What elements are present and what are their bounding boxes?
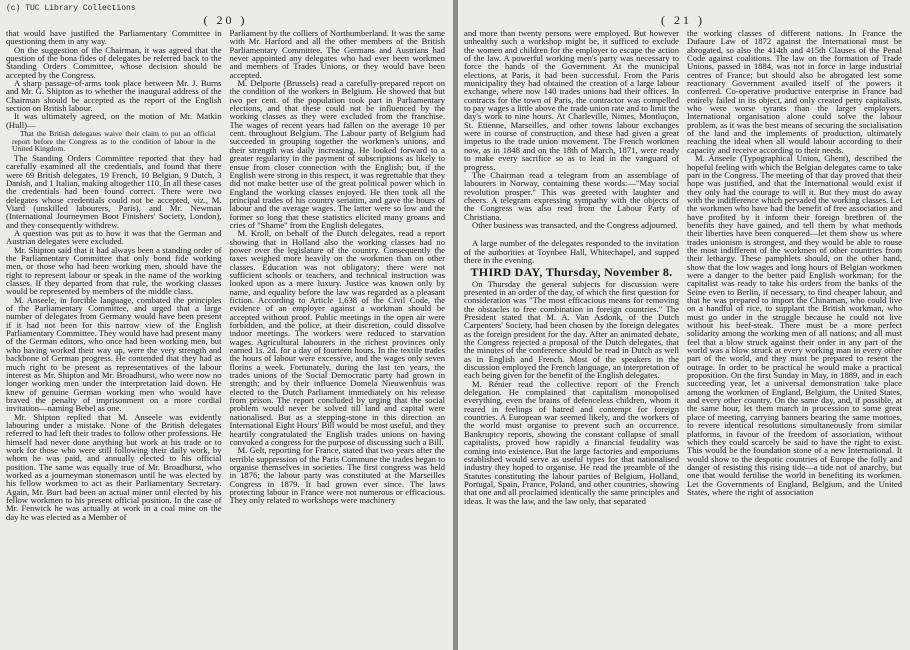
paragraph: Mr. Shipton said that it had always been a standing order of the Parliamentary Committee that only bond fide working men, or those who had been working men, should have the right to represent labour or speak in the name of the working classes. If they departed from that rule, the working classes would be represented by members of the middle class. — [6, 244, 222, 297]
paragraph: and more than twenty persons were employed. But however unhealthy such a workshop might be, it sufficed to exclude the women and children for the employer to escape the action of the law. A powerful working men's party was necessary to force the hands of the Government. At the municipal elections, at Paris, it had been successful. From the Paris municipality they had obtained the creation of a large labour exchange, where now 140 trades unions had their offices. In contracts for the town of Paris, the contractor was compelled to pay wages a little above the trade union rate and to limit the day's work to nine hours. At Charleville, Nimes, Montluçon, St. Etienne, Marseilles, and other towns labour exchanges were in course of construction, and these had given a great impetus to the trade union movement. The French workmen now, as in 1848 and on the 18th of March, 1871, were ready to make every sacrifice so as to lead in the vanguard of progress. — [464, 29, 679, 172]
paragraph: M. Anseele, in forcible language, combated the principles of the Parliamentary Committee, and urged that a large number of delegates from Germany would have been present if it had not been for this narrow view of the English Parliamentary Committee. They would have had present many of the German editors, who once had been working men, but who having worked their way up, were the very strength and backbone of German progress. He contended that they had as much right to be present as representatives of the labour interest as Mr. Shipton and Mr. Broadhurst, who were now no longer working men under the interpretation laid down. He knew of genuine German working men who would have braved the penalty of imprisonment on a more cordial invitation—naming Bebel as one. — [6, 294, 222, 414]
left-page-columns — [6, 29, 445, 649]
left-column-1 — [6, 29, 222, 649]
paragraph: M. Gelt, reporting for France, stated that two years after the terrible suppression of the Paris Commune the trades began to organise themselves in societies. The first congress was held in 1876; the labour party was constituted at the Marseilles Congress in 1879. It had grown ever since. The laws protecting labour in France were not numerous or efficacious. They only related to workshops were machinery — [229, 445, 445, 506]
paragraph: A large number of the delegates responded to the invitation of the authorities at Toynbee Hall, Whitechapel, and supped there in the evening. — [464, 238, 679, 265]
paragraph: On the suggestion of the Chairman, it was agreed that the question of the bona fides of delegates be referred back to the Standing Orders Committee, whose decision should be accepted by the Congress. — [6, 44, 222, 80]
paragraph: M. Rénier read the collective report of the French delegation. He complained that capitalism monopolised everything, even the brains of defenceless children, whom it reared in feelings of hatred and contempt for foreign countries. A European war seemed likely, and the workers of the world must organise to prevent such an occurrence. Bankruptcy reports, showing the constant collapse of small capitalists, proved how rapidly a financial feudality was coming into existence. But the large factories and emporiums established would serve as useful types for that nationalised industry they hoped to organise. He read the preamble of the Statutes constituting the labour parties of Belgium, Holland, Portugal, Spain, France, Poland, and other countries, showing that one and all proclaimed identically the same principles and ideas. It was the law, and the law only, that separated — [464, 378, 679, 506]
section-heading-third-day: THIRD DAY, Thursday, November 8. — [470, 265, 673, 280]
left-column-2 — [230, 29, 446, 649]
paragraph: M. Anseele (Typographical Union, Ghent), described the hopeful feeling with which the Belgian delegates came to take part in the Congress. The meeting of that day proved that their hope was justified, and that the International would exist if they only had the courage to will it. But they must do away with the indifference which pervaded the working classes. Let the workmen who have had the benefit of free association and have profited by it inform their foreign brethren of the benefits they have gained, and tell them by what methods their liberties have been conquered—let them show us where trades unionism is strongest, and they would be able to rouse the most indifferent of the workmen of other countries from their lethargy. These pamphlets should, on the other hand, show that the low wages and long hours of Belgian workmen were a danger to the better paid English workman; for the capitalist was ready to take his orders from the banks of the Seine even to Berlin, if necessary, to find cheaper labour, and that he was prepared to import the Chinaman, who could live on a handful of rice, to supplant the British workman, who must go under in the struggle because he could not live without his beef-steak. There must be a more perfect solidarity among the working men of all nations; and all must feel that a blow struck against their order in any part of the world was a blow struck at every working man in every other part of the world, and they must be prepared to resent the outrage. In order to be practical he would make a practical proposition. On the first Sunday in May, in 1889, and in each succeeding year, let a universal demonstration take place among the workmen of England, Belgium, the United States, and every other country. On the same day, and, if possible, at the same hour, let them march in procession to some great place of meeting, carrying banners bearing the same mottoes, to revere identical resolutions simultaneously from similar platforms, in favour of the freedom of association, without which they could scarcely be said to have the right to exist. This would be the foundation stone of a new International. It would show to the despotic countries of Europe the folly and danger of resisting this rising tide—a tide not of anarchy, but one that would fertilise the world in benefiting its workmen. Let the Governments of England, Belgium, and the United States, where the right of association — [687, 153, 902, 497]
right-page-number: ( 21 ) — [661, 13, 705, 27]
paragraph: M. Kroll, on behalf of the Dutch delegates, read a report showing that in Holland also the working classes had no power over the legislature of the country. Consequently the taxes weighed more heavily on the workmen than on other classes. Education was not obligatory; there were not sufficient schools or teachers, and technical instruction was looked upon as a mere luxury. Justice was known only by name, and equality before the law was regarded as a pleasant fiction. According to Article 1,638 of the Civil Code, the evidence of an employer against a workman should be accepted without proof. Public meetings in the open air were forbidden, and the police, at their discretion, could dissolve indoor meetings. The workers were reduced to starvation wages. Agricultural labourers in the richest provinces only earned 1s. 2d. for a day of fourteen hours. In the textile trades the hours of labour were excessive, and the wages only seven florins a week. Fortunately, during the last ten years, the trades unions of the Social Democratic party had grown in strength; and by their influence Domela Nieuwenhuis was elected to the Dutch Parliament immediately on his release from prison. The report concluded by urging that the social problem would never be solved till land and capital were nationalised. But as a stepping-stone in this direction an International Eight Hours' Bill would be most useful, and they heartily congratulated the English trades unions on having convoked a congress for the purpose of discussing such a Bill. — [229, 228, 445, 447]
paragraph: Parliament by the colliers of Northumberland. It was the same with Mr. Harford and all the other members of the British Parliamentary Committee. The Germans and Austrians had never appointed any delegates who had ever been workmen and members of Trades Unions, or they would have been accepted. — [229, 29, 445, 80]
paragraph: that would have justified the Parliamentary Committee in questioning them in any way. — [6, 29, 222, 47]
left-page — [0, 0, 453, 650]
library-watermark: (c) TUC Library Collections — [6, 4, 136, 13]
left-page-number: ( 20 ) — [203, 13, 248, 27]
paragraph: Mr. Shipton replied that M. Anseele was evidently labouring under a mistake. None of the British delegates referred to had left their trades to follow other professions. He himself had never done anything but work at his trade or to work for those who were still following their daily work, by whom he was paid, and annually elected to his official position. The same was equally true of Mr. Broadhurst, who worked as a journeyman stonemason until he was elected by his fellow workmen to act as their Parliamentary Secretary. Again, Mr. Burt had been an actual miner until elected by his fellow workmen to his present official position. In the case of Mr. Fenwick he was actually at work in a coal mine on the day he was elected as a Member of — [6, 411, 222, 522]
right-page — [458, 0, 910, 650]
right-column-2 — [687, 29, 902, 649]
paragraph: the working classes of different nations. In France the Dufaure Law of 1872 against the International must be abrogated, so also the 414th and 415th Clauses of the Penal Code against coalitions. The law on the formation of Trade Unions, passed in 1884, was not in force in large industrial centres of France; but should also be abrogated lest some reactionary Government availed itself of the powers it conferred. Co-operative productive enterprise in France had entirely failed in its object, and only created petty capitalists, who were worse tyrants than the larger employers. International organisation alone could solve the labour problem, as it was the best means of securing the socialisation of the land and the implements of production, ultimately reaching the ideal when all would labour according to their capacity and receive according to their needs. — [687, 29, 902, 155]
paragraph: It was ultimately agreed, on the motion of Mr. Matkin (Hull)— — [6, 111, 222, 130]
right-column-1 — [464, 29, 679, 649]
right-page-columns — [464, 29, 902, 649]
paragraph: The Chairman read a telegram from an assemblage of labourers in Norway, containing these words:—"May social revolution prosper." This was greeted with laughter and cheers. A telegram expressing sympathy with the objects of the Congress was also read from the Labour Party of Christiana. — [464, 169, 679, 222]
paragraph: A sharp passage-of-arms took place between Mr. J. Burns and Mr. G. Shipton as to whether the inaugural address of the Chairman should be accepted as the report of the English section on British labour. — [6, 78, 222, 114]
paragraph: A question was put as to how it was that the German and Austrian delegates were excluded. — [6, 228, 222, 247]
paragraph: The Standing Orders Committee reported that they had carefully examined all the credentials, and found that there were 69 British delegates, 19 French, 10 Belgian, 9 Dutch, 3 Danish, and 1 Italian, making altogether 110. In all these cases the credentials had been found correct. There were two delegates whose credentials could not be accepted, viz., M. Viard (unskilled labourers, Paris), and Mr. Newman (International Journeymen Boot Finishers' Society, London), and they consequently withdrew. — [6, 152, 222, 230]
resolution-text: That the British delegates waive their claim to put an official report before the Congress as to the condition of labour in the United Kingdom. — [12, 129, 216, 154]
paragraph: On Thursday the general subjects for discussion were presented in an order of the day, of which the first question for consideration was "The most efficacious means for removing the obstacles to free combination in foreign countries." The President stated that M. A. Van Asdonk, of the Dutch Carpenters' Society, had been chosen by the foreign delegates as the foreign president for the day. After an animated debate, the Congress rejected a proposal of the Dutch delegates, that the minutes of the conference should be read in Dutch as well as in English and French. Most of the speakers in the discussion employed the French language, an interpretation of each being given for the benefit of the English delegates. — [464, 278, 679, 381]
paragraph: Other business was transacted, and the Congress adjourned. — [472, 219, 678, 230]
paragraph: M. Delporte (Brussels) read a carefully-prepared report on the condition of the workers in Belgium. He showed that but two per cent. of the population took part in Parliamentary elections, and that these could not be influenced by the working classes as they were excluded from the franchise. The wages of recent years had fallen on the average 10 per cent. throughout Belgium. The Labour party of Belgium had succeeded in grouping together the workmen's unions, and their strength was daily increasing. He looked forward to a greater regularity in the payment of subscriptions as likely to ensue from closer connection with the English; but, if the English were strong in this respect, it was regrettable that they did not make better use of the great political power which in England the working classes enjoyed. He then took all the principal trades of his country seriatim, and gave the hours of labour and the average wages. The latter were so low and the former so long that these statistics elicited many groans and cries of "Shame" from the English delegates. — [229, 78, 445, 230]
